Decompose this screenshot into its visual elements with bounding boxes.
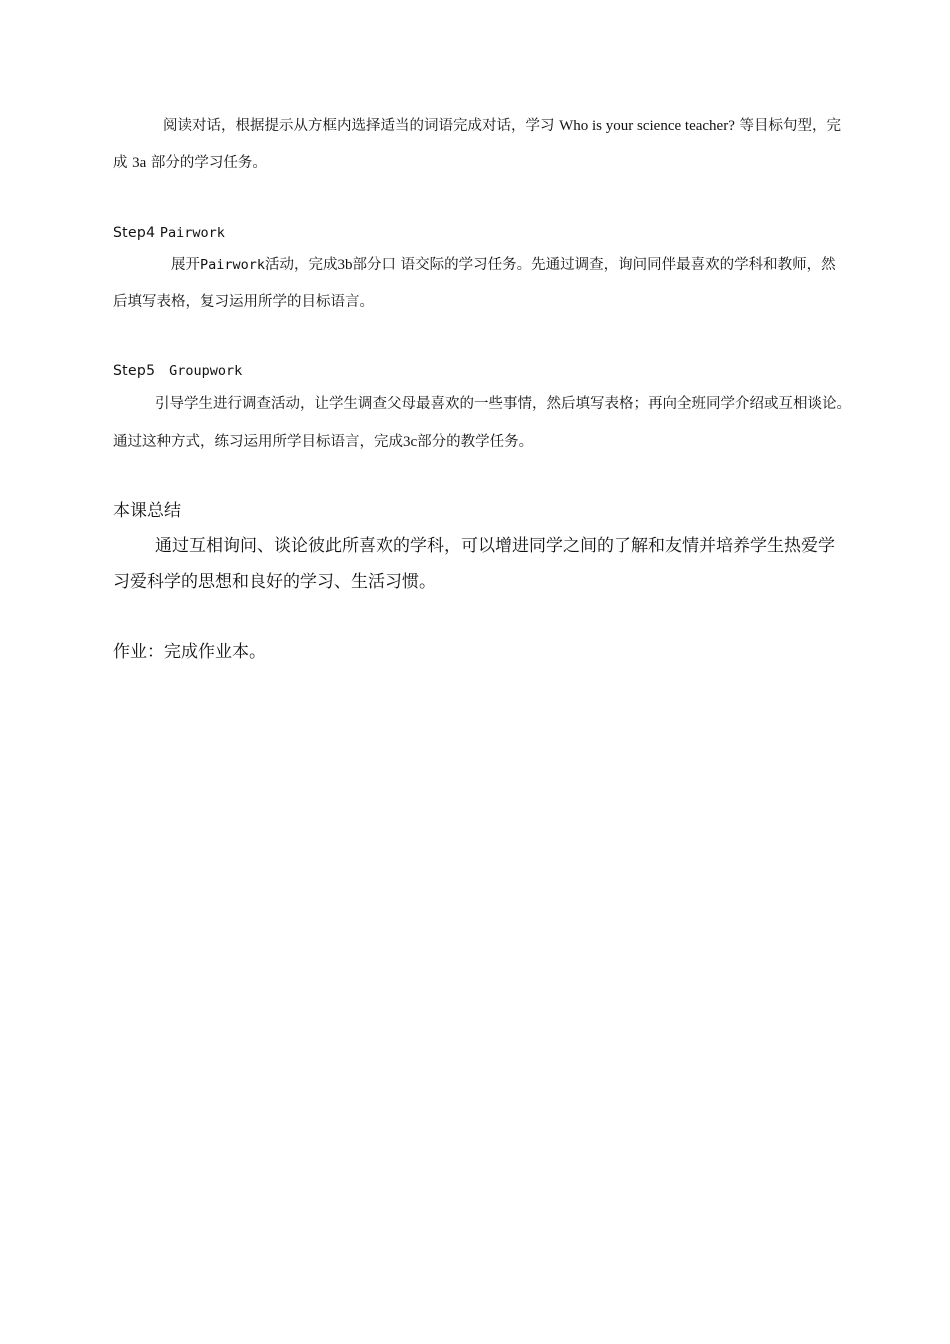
step4-activity: Pairwork <box>159 225 225 241</box>
step4-text: 展开 <box>171 257 200 273</box>
step5-text: 通过这种方式，练习运用所学目标语言，完成 <box>113 434 403 450</box>
step3-line-1 <box>163 116 841 136</box>
step5-activity: Groupwork <box>169 363 243 379</box>
step5-line-2 <box>113 432 533 452</box>
step4-line-1 <box>171 255 836 275</box>
step5-label: Step5 <box>113 363 156 379</box>
step5-line-1 <box>155 394 851 414</box>
summary-line-2: 习爱科学的思想和良好的学习、生活习惯。 <box>113 572 436 592</box>
step4-activity-ref: Pairwork <box>200 257 266 273</box>
step5-text: 引导学生进行调查活动，让学生调查父母最喜欢的一些事情，然后填写表格；再向全班同学介绍或互相谈论。 <box>155 396 851 412</box>
step4-text: 后填写表格，复习运用所学的目标语言。 <box>113 294 374 310</box>
step4-text: 部分口 语交际的学习任务。先通过调查，询问同伴最喜欢的学科和教师，然 <box>352 257 836 273</box>
step4-text: 活动，完成 <box>265 257 338 273</box>
step5-text: 部分的教学任务。 <box>417 434 534 450</box>
step3-text: 部分的学习任务。 <box>150 155 267 171</box>
step5-heading <box>113 361 242 381</box>
step3-target-sentence: Who is your science teacher? <box>559 118 735 134</box>
homework-text: 作业：完成作业本。 <box>113 642 266 662</box>
step3-line-2 <box>113 153 267 173</box>
step4-section-ref: 3b <box>337 257 353 273</box>
step4-heading <box>113 223 225 243</box>
step4-label: Step4 <box>113 225 156 241</box>
step4-line-2 <box>113 292 374 312</box>
step3-section-ref: 3a <box>132 155 147 171</box>
summary-line-1: 通过互相询问、谈论彼此所喜欢的学科，可以增进同学之间的了解和友情并培养学生热爱学 <box>155 536 835 556</box>
step3-text: 成 <box>113 155 128 171</box>
summary-title: 本课总结 <box>113 501 181 521</box>
step3-text: 阅读对话，根据提示从方框内选择适当的词语完成对话，学习 <box>163 118 555 134</box>
step3-text: 等目标句型，完 <box>739 118 841 134</box>
step5-section-ref: 3c <box>403 434 418 450</box>
